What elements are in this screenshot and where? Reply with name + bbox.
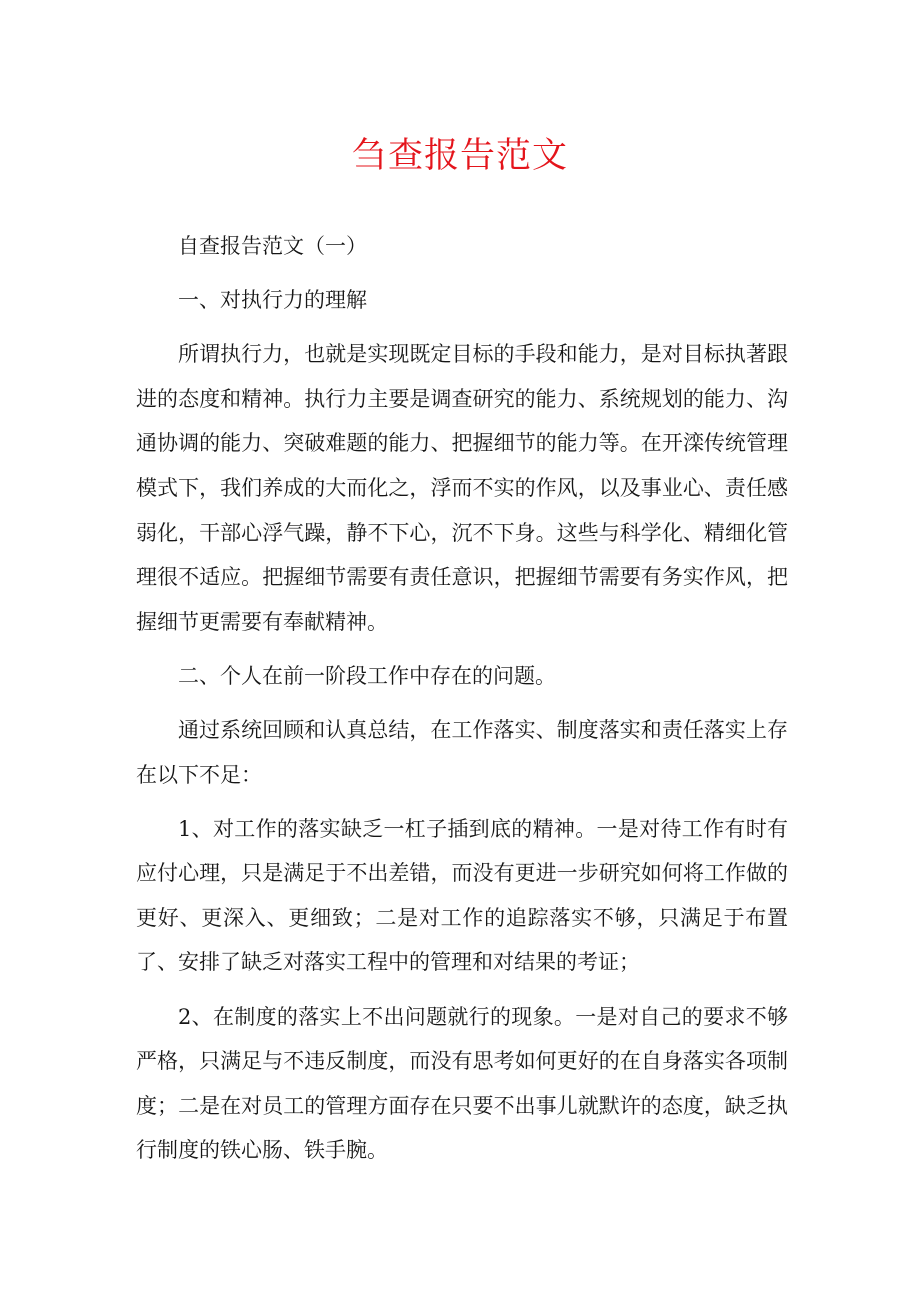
paragraph: 通过系统回顾和认真总结，在工作落实、制度落实和责任落实上存在以下不足： [136, 717, 788, 787]
section-heading-2: 二、个人在前一阶段工作中存在的问题。 [178, 663, 556, 688]
document-body [136, 224, 788, 1182]
paragraph-heading: 自查报告范文（一） [178, 234, 367, 258]
paragraph: 所谓执行力，也就是实现既定目标的手段和能力，是对目标执著跟进的态度和精神。执行力主要是调查研究的能力、系统规划的能力、沟通协调的能力、突破难题的能力、把握细节的能力等。在开滦传统管理模式下，我们养成的大而化之，浮而不实的作风，以及事业心、责任感弱化，干部心浮气躁，静不下心，沉不下身。这些与科学化、精细化管理很不适应。把握细节需要有责任意识，把握细节需要有务实作风，把握细节更需要有奉献精神。 [136, 342, 788, 634]
list-item: 1、对工作的落实缺乏一杠子插到底的精神。一是对待工作有时有应付心理，只是满足于不出差错，而没有更进一步研究如何将工作做的更好、更深入、更细致；二是对工作的追踪落实不够，只满足于布置了、安排了缺乏对落实工程中的管理和对结果的考证； [136, 816, 788, 975]
section-heading-1: 一、对执行力的理解 [178, 288, 367, 313]
list-item: 2、在制度的落实上不出问题就行的现象。一是对自己的要求不够严格，只满足与不违反制度，而没有思考如何更好的在自身落实各项制度；二是在对员工的管理方面存在只要不出事儿就默许的态度，缺乏执行制度的铁心肠、铁手腕。 [136, 1004, 788, 1163]
document-title: 刍查报告范文 [351, 136, 568, 176]
